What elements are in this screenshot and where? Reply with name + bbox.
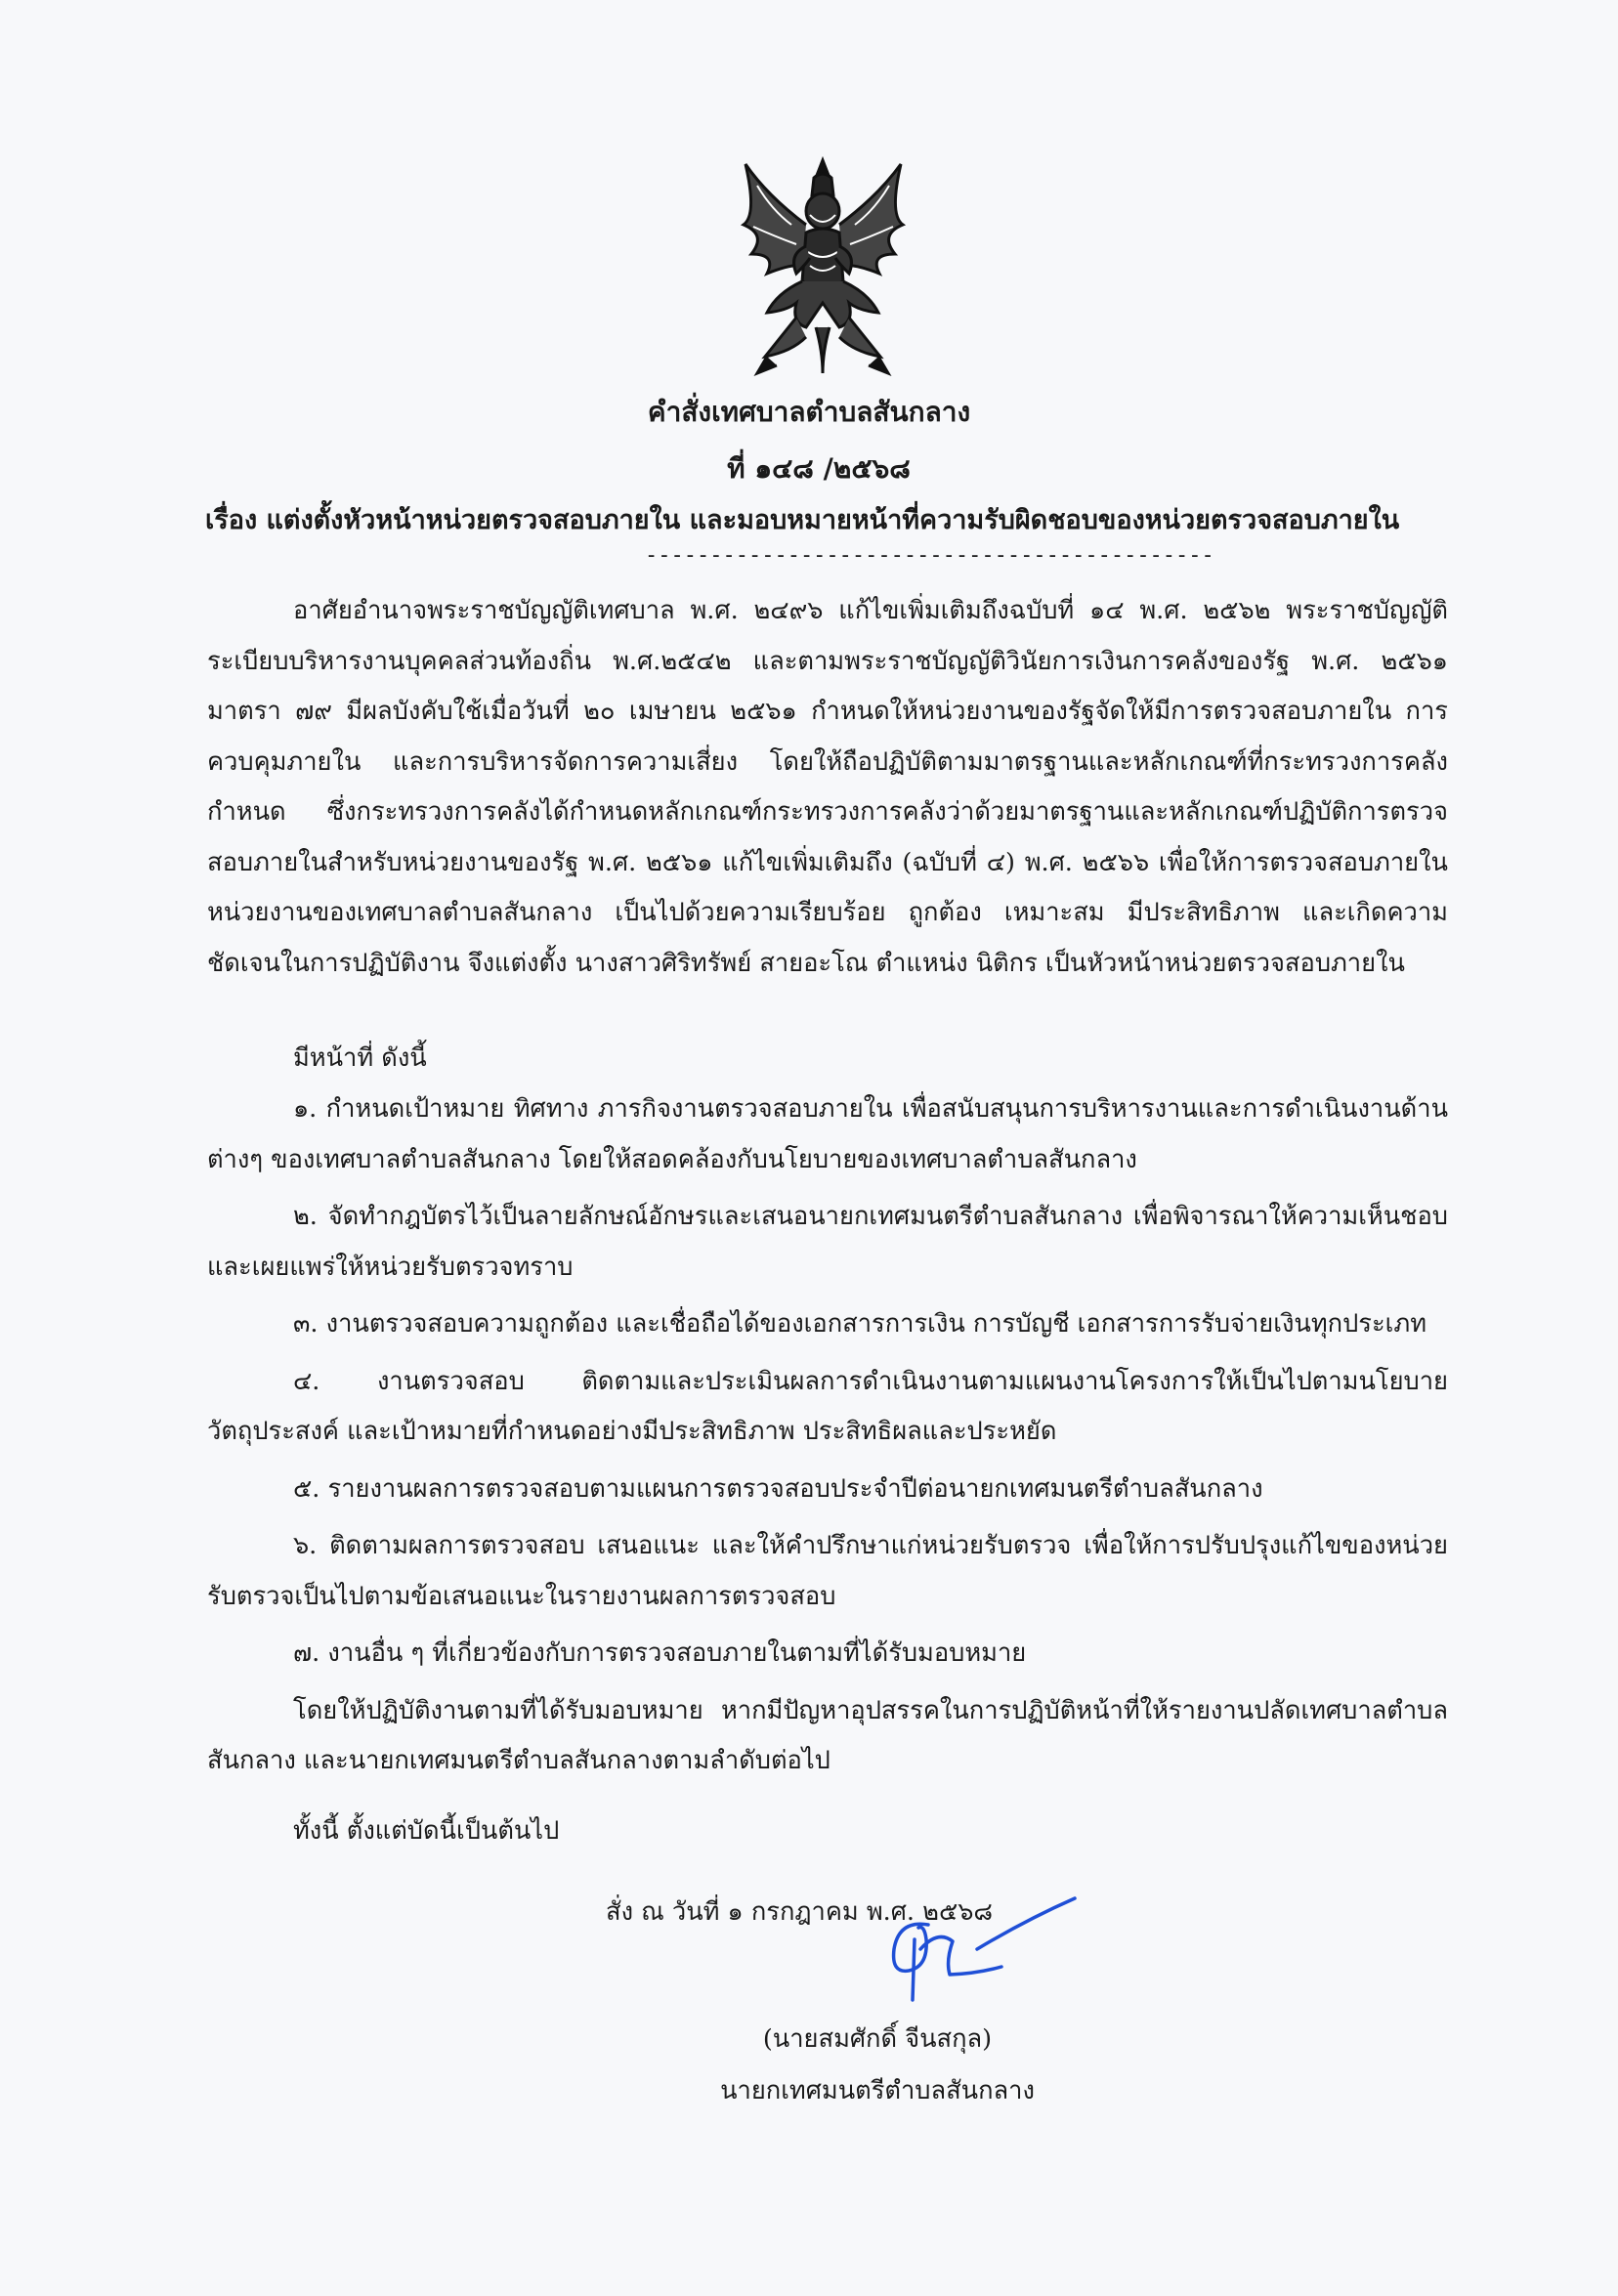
intro-text: อาศัยอำนาจพระราชบัญญัติเทศบาล พ.ศ. ๒๔๙๖ แก้ไขเพิ่มเติมถึงฉบับที่ ๑๔ พ.ศ. ๒๕๖๒ พระราชบัญญัติระเบียบบริหารงานบุคคลส่วนท้องถิ่น พ.ศ.๒๕๔๒ และตามพระราชบัญญัติวินัยการเงินการคลังของรัฐ พ.ศ. ๒๕๖๑ มาตรา ๗๙ มีผลบังคับใช้เมื่อวันที่ ๒๐ เมษายน ๒๕๖๑ กำหนดให้หน่วยงานของรัฐจัดให้มีการตรวจสอบภายใน การควบคุมภายใน และการบริหารจัดการความเสี่ยง โดยให้ถือปฏิบัติตามมาตรฐานและหลักเกณฑ์ที่กระทรวงการคลังกำหนด ซึ่งกระทรวงการคลังได้กำหนดหลักเกณฑ์กระทรวงการคลังว่าด้วยมาตรฐานและหลักเกณฑ์ปฏิบัติการตรวจสอบภายในสำหรับหน่วยงานของรัฐ พ.ศ. ๒๕๖๑ แก้ไขเพิ่มเติมถึง (ฉบับที่ ๔) พ.ศ. ๒๕๖๖ เพื่อให้การตรวจสอบภายในหน่วยงานของเทศบาลตำบลสันกลาง เป็นไปด้วยความเรียบร้อย ถูกต้อง เหมาะสม มีประสิทธิภาพ และเกิดความชัดเจนในการปฏิบัติงาน จึงแต่งตั้ง นางสาวศิริทรัพย์ สายอะโณ ตำแหน่ง นิติกร เป็นหัวหน้าหน่วยตรวจสอบภายใน	[207, 596, 1448, 978]
duties-heading: มีหน้าที่ ดังนี้	[293, 1043, 427, 1073]
duty-item: ๔. งานตรวจสอบ ติดตามและประเมินผลการดำเนินงานตามแผนงานโครงการให้เป็นไปตามนโยบาย วัตถุประสงค์ และเป้าหมายที่กำหนดอย่างมีประสิทธิภาพ ประสิทธิผลและประหยัด	[207, 1366, 1448, 1446]
intro-paragraph	[207, 586, 1448, 989]
duty-item: ๒. จัดทำกฎบัตรไว้เป็นลายลักษณ์อักษรและเสนอนายกเทศมนตรีตำบลสันกลาง เพื่อพิจารณาให้ความเห็นชอบและเผยแพร่ให้หน่วยรับตรวจทราบ	[207, 1202, 1448, 1282]
effective-statement: ทั้งนี้ ตั้งแต่บัดนี้เป็นต้นไป	[293, 1816, 560, 1846]
duty-item: ๓. งานตรวจสอบความถูกต้อง และเชื่อถือได้ของเอกสารการเงิน การบัญชี เอกสารการรับจ่ายเงินทุกประเภท	[293, 1309, 1427, 1339]
signed-date: สั่ง ณ วันที่ ๑ กรกฎาคม พ.ศ. ๒๕๖๘	[606, 1897, 994, 1927]
separator-line: --------------------------------------------	[645, 543, 1214, 568]
signer-position: นายกเทศมนตรีตำบลสันกลาง	[720, 2076, 1035, 2105]
duty-item: ๕. รายงานผลการตรวจสอบตามแผนการตรวจสอบประจำปีต่อนายกเทศมนตรีตำบลสันกลาง	[293, 1473, 1263, 1504]
duty-item: ๖. ติดตามผลการตรวจสอบ เสนอแนะ และให้คำปรึกษาแก่หน่วยรับตรวจ เพื่อให้การปรับปรุงแก้ไขของหน่วยรับตรวจเป็นไปตามข้อเสนอแนะในรายงานผลการตรวจสอบ	[207, 1531, 1448, 1611]
order-subject: เรื่อง แต่งตั้งหัวหน้าหน่วยตรวจสอบภายใน และมอบหมายหน้าที่ความรับผิดชอบของหน่วยตรวจสอบภายใน	[205, 505, 1400, 535]
order-number: ที่ ๑๔๘ /๒๕๖๘	[727, 452, 911, 485]
signer-name: (นายสมศักดิ์ จีนสกุล)	[762, 2024, 993, 2054]
duty-item: ๑. กำหนดเป้าหมาย ทิศทาง ภารกิจงานตรวจสอบภายใน เพื่อสนับสนุนการบริหารงานและการดำเนินงานด้านต่างๆ ของเทศบาลตำบลสันกลาง โดยให้สอดคล้องกับนโยบายของเทศบาลตำบลสันกลาง	[207, 1094, 1448, 1174]
garuda-emblem-icon	[738, 156, 909, 376]
reporting-paragraph: โดยให้ปฏิบัติงานตามที่ได้รับมอบหมาย หากมีปัญหาอุปสรรคในการปฏิบัติหน้าที่ให้รายงานปลัดเทศบาลตำบลสันกลาง และนายกเทศมนตรีตำบลสันกลางตามลำดับต่อไป	[207, 1695, 1448, 1775]
order-title: คำสั่งเทศบาลตำบลสันกลาง	[647, 396, 971, 428]
handwritten-signature-icon	[830, 1881, 1085, 2008]
duties-list	[207, 1084, 1448, 1794]
duty-item: ๗. งานอื่น ๆ ที่เกี่ยวข้องกับการตรวจสอบภายในตามที่ได้รับมอบหมาย	[293, 1638, 1027, 1668]
